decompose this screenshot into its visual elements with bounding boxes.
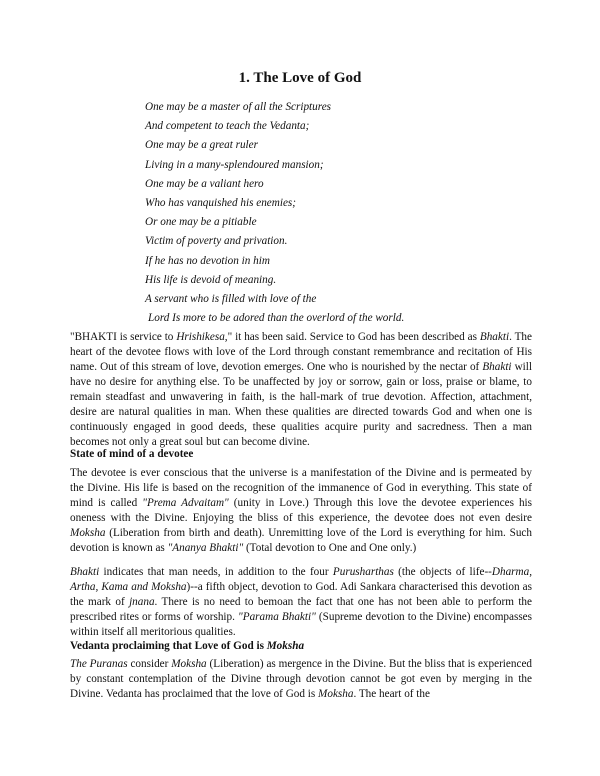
poem-line: A servant who is filled with love of the <box>145 293 317 306</box>
poem-line: Lord Is more to be adored than the overlord of the world. <box>148 312 405 325</box>
poem-line: Who has vanquished his enemies; <box>145 197 297 210</box>
poem-block <box>145 98 585 328</box>
poem-line: One may be a valiant hero <box>145 177 264 190</box>
poem-line: Or one may be a pitiable <box>145 216 257 229</box>
paragraph-bhakti-intro: "BHAKTI is service to Hrishikesa," it has been said. Service to God has been described as Bhakti. The heart of the devotee flows with love of the Lord through constant remembrance and recitation of His name. Out of this stream of love, devotion emerges. One who is nourished by the nectar of Bhakti will have no desire for anything else. To be unaffected by joy or sorrow, gain or loss, praise or blame, to remain steadfast and unwavering in faith, is the hall-mark of true devotion. Affection, attachment, desire are natural qualities in man. When these qualities are directed towards God and when one is continuously engaged in good deeds, these qualities acquire purity and sacredness. Then a man becomes not only a great soul but can become divine. <box>70 331 532 448</box>
poem-line: If he has no devotion in him <box>145 254 270 267</box>
poem-line: And competent to teach the Vedanta; <box>145 120 310 133</box>
paragraph-state-of-mind: The devotee is ever conscious that the universe is a manifestation of the Divine and is permeated by the Divine. His life is based on the recognition of the immanence of God in everything. This state of mind is called "Prema Advaitam" (unity in Love.) Through this love the devotee experiences his oneness with the Divine. Enjoying the bliss of this experience, the devotee does not even desire Moksha (Liberation from birth and death). Unremitting love of the Lord is everything for him. Such devotion is known as "Ananya Bhakti" (Total devotion to One and One only.) <box>70 467 533 554</box>
page-title: 1. The Love of God <box>238 70 362 86</box>
section-heading-state-of-mind: State of mind of a devotee <box>70 448 194 460</box>
poem-line: One may be a master of all the Scriptures <box>145 101 332 113</box>
poem-line: Living in a many-splendoured mansion; <box>145 158 324 171</box>
paragraph-purusharthas: Bhakti indicates that man needs, in addition to the four Purusharthas (the objects of life--Dharma, Artha, Kama and Moksha)--a fifth object, devotion to God. Adi Sankara characterised this devotion as the mark of jnana. There is no need to bemoan the fact that one has not been able to perform the prescribed rites or forms of worship. "Parama Bhakti" (Supreme devotion to the Divine) encompasses within itself all meritorious qualities. <box>70 566 532 638</box>
poem-line: His life is devoid of meaning. <box>145 273 277 286</box>
poem-line: One may be a great ruler <box>145 139 258 152</box>
paragraph-vedanta: The Puranas consider Moksha (Liberation) as mergence in the Divine. But the bliss that is experienced by constant contemplation of the Divine through devotion cannot be got even by merging in the Divine. Vedanta has proclaimed that the love of God is Moksha. The heart of the <box>70 658 532 700</box>
section-heading-vedanta: Vedanta proclaiming that Love of God is Moksha <box>70 640 305 652</box>
poem-line: Victim of poverty and privation. <box>145 235 288 248</box>
